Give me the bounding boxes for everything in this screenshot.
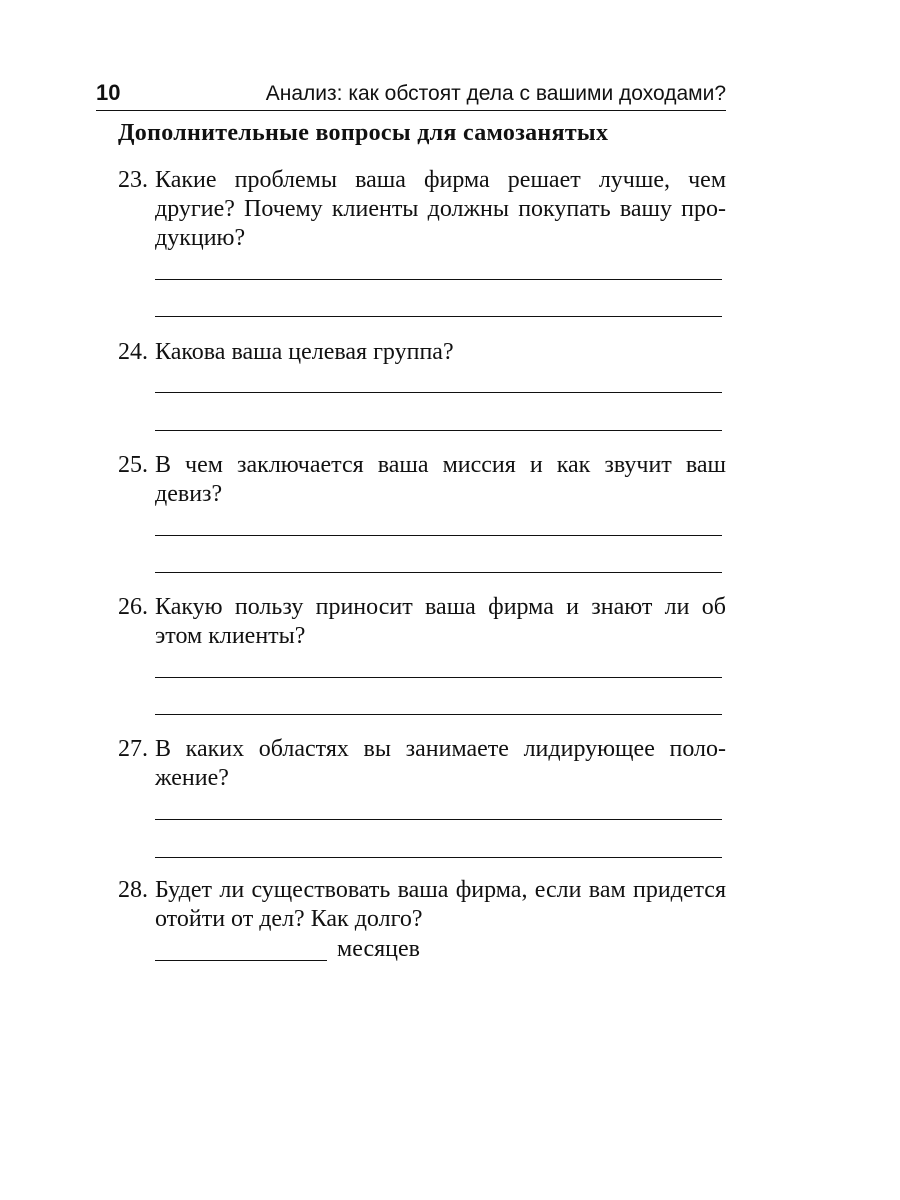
question-text: Будет ли существовать ваша фирма, если вам придется отойти от дел? Как долго?	[155, 877, 726, 932]
answer-line[interactable]	[155, 392, 722, 393]
months-answer-line[interactable]	[155, 960, 327, 961]
question-text: Какова ваша целевая группа?	[155, 339, 454, 365]
months-label: месяцев	[337, 936, 420, 962]
question-27	[118, 735, 726, 793]
answer-line[interactable]	[155, 677, 722, 678]
question-text: В чем заключается ваша миссия и как звучит ваш девиз?	[155, 452, 726, 507]
answer-line[interactable]	[155, 857, 722, 858]
answer-line[interactable]	[155, 430, 722, 431]
question-number: 24.	[118, 339, 148, 365]
question-text: Какую пользу приносит ваша фирма и знают ли об этом клиенты?	[155, 594, 726, 649]
answer-line[interactable]	[155, 714, 722, 715]
question-23	[118, 166, 726, 253]
question-25	[118, 451, 726, 509]
answer-line[interactable]	[155, 535, 722, 536]
question-number: 28.	[118, 877, 148, 903]
answer-line[interactable]	[155, 819, 722, 820]
question-number: 26.	[118, 594, 148, 620]
answer-line[interactable]	[155, 572, 722, 573]
answer-line[interactable]	[155, 279, 722, 280]
running-title: Анализ: как обстоят дела с вашими доходами?	[265, 82, 726, 105]
question-28	[118, 876, 726, 934]
question-number: 23.	[118, 167, 148, 193]
page-header	[96, 78, 726, 111]
answer-line[interactable]	[155, 316, 722, 317]
question-text: Какие проблемы ваша фирма решает лучше, чем другие? Почему клиенты должны покупать вашу продукцию?	[155, 167, 726, 251]
page-number: 10	[96, 80, 121, 105]
question-number: 25.	[118, 452, 148, 478]
question-number: 27.	[118, 736, 148, 762]
question-26	[118, 593, 726, 651]
question-text: В каких областях вы занимаете лидирующее положение?	[155, 736, 726, 791]
section-title: Дополнительные вопросы для самозанятых	[118, 120, 609, 146]
question-24	[118, 338, 726, 367]
